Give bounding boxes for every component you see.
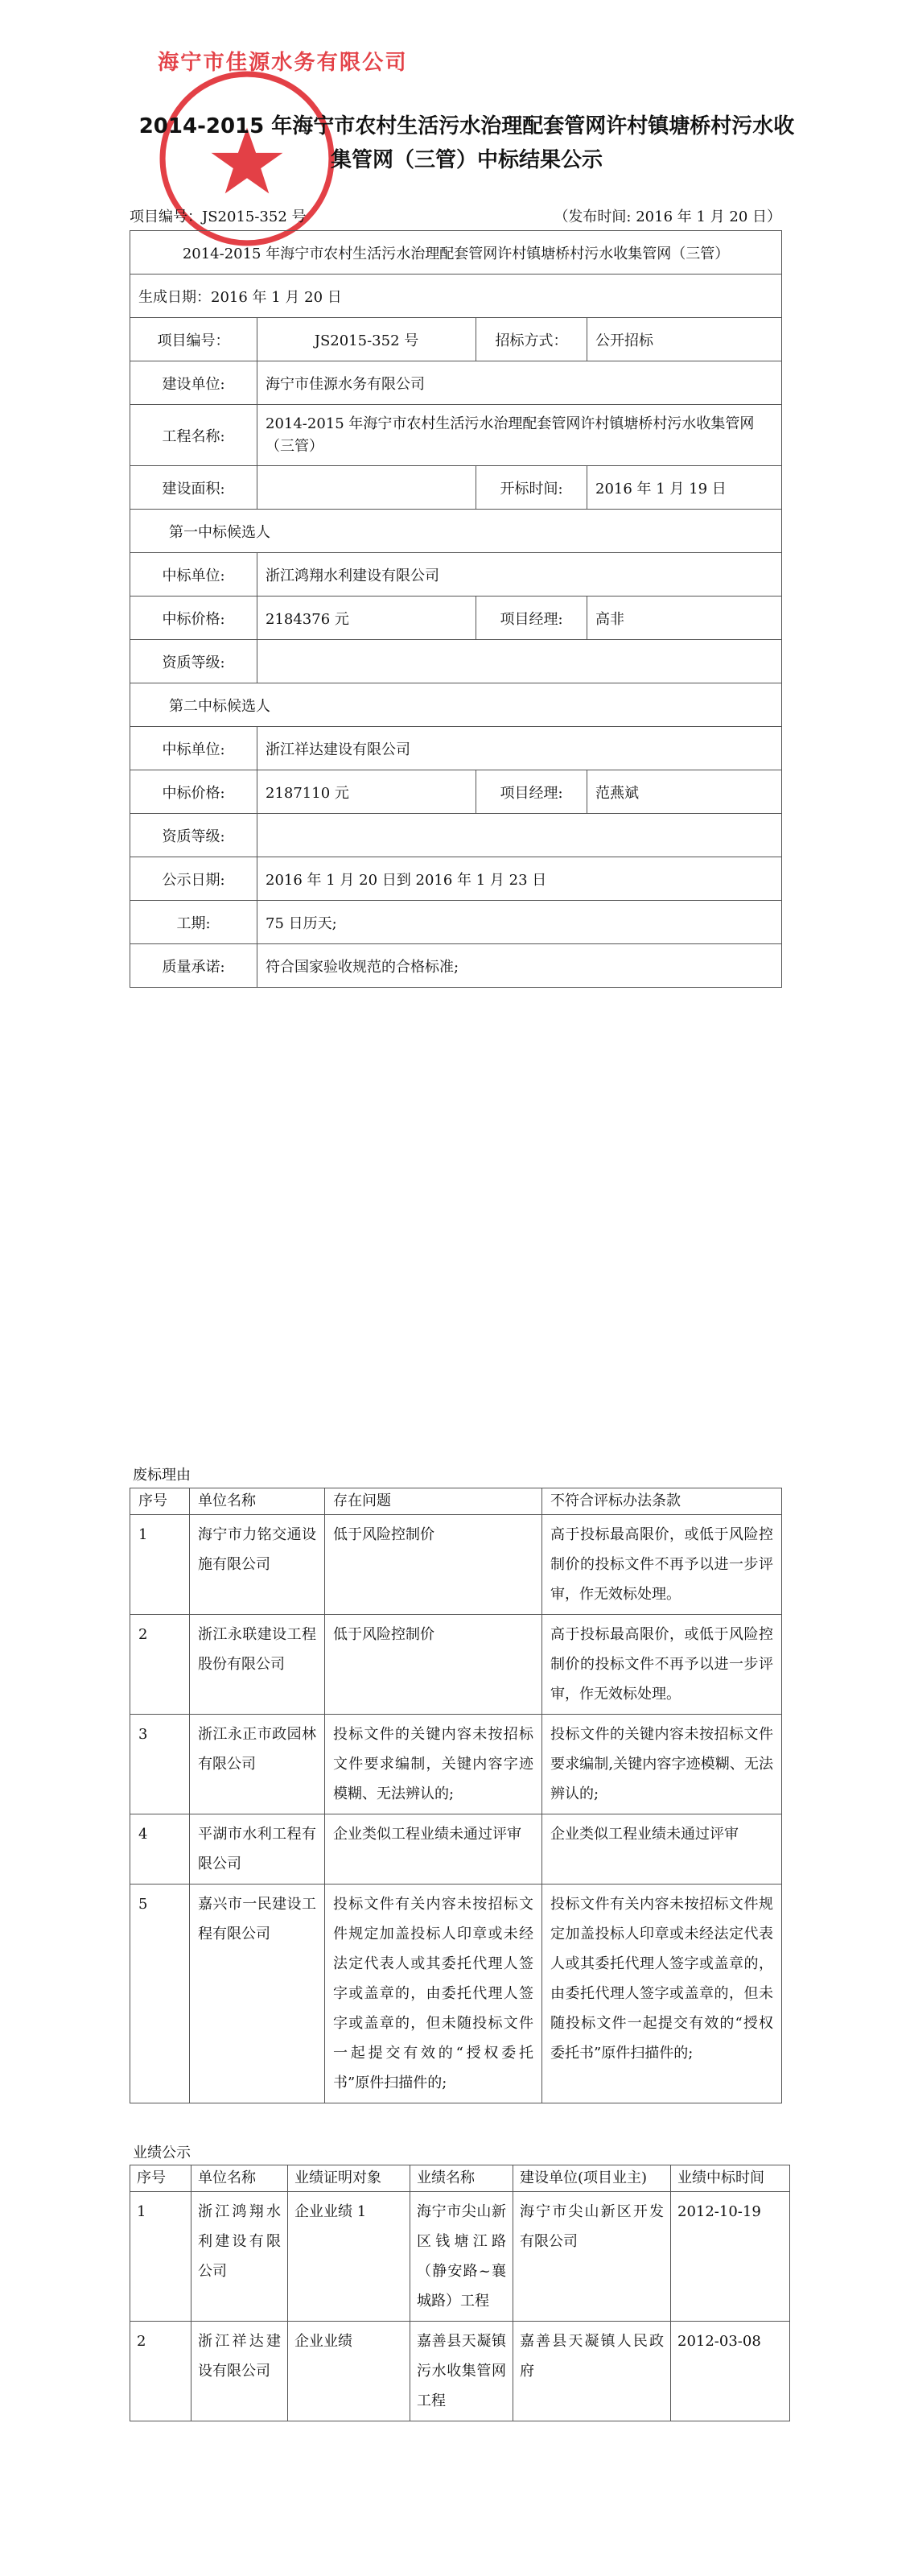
table-row <box>130 361 782 405</box>
unit-name: 嘉兴市一民建设工程有限公司 <box>190 1885 325 2103</box>
award-time: 2012-10-19 <box>671 2192 790 2322</box>
table-row <box>130 231 782 275</box>
table-header-row <box>130 1488 782 1515</box>
first-qual-value <box>257 640 782 683</box>
unit-name: 浙江永正市政园林有限公司 <box>190 1715 325 1814</box>
column-header: 业绩中标时间 <box>671 2165 790 2192</box>
project-number: 项目编号：JS2015-352 号 <box>130 208 307 225</box>
second-manager-value: 范燕斌 <box>587 770 782 814</box>
table-row <box>130 318 782 361</box>
project-name: 嘉善县天凝镇污水收集管网工程 <box>410 2322 513 2421</box>
unit-name: 海宁市力铭交通设施有限公司 <box>190 1515 325 1615</box>
first-price-label: 中标价格: <box>130 597 257 640</box>
notice-date-value: 2016 年 1 月 20 日到 2016 年 1 月 23 日 <box>257 857 782 901</box>
builder-label: 建设单位: <box>130 361 257 405</box>
table-row <box>130 275 782 318</box>
row-number: 5 <box>130 1885 190 2103</box>
open-time-label: 开标时间: <box>476 466 587 510</box>
duration-label: 工期: <box>130 901 257 944</box>
column-header: 不符合评标办法条款 <box>542 1488 782 1515</box>
unit-name: 浙江鸿翔水利建设有限公司 <box>191 2192 288 2322</box>
second-unit-value: 浙江祥达建设有限公司 <box>257 727 782 770</box>
column-header: 序号 <box>130 2165 191 2192</box>
second-unit-label: 中标单位: <box>130 727 257 770</box>
table-row <box>130 597 782 640</box>
table-row <box>130 814 782 857</box>
first-manager-label: 项目经理: <box>476 597 587 640</box>
column-header: 序号 <box>130 1488 190 1515</box>
first-qual-label: 资质等级: <box>130 640 257 683</box>
issue: 低于风险控制价 <box>325 1615 542 1715</box>
column-header: 业绩证明对象 <box>288 2165 410 2192</box>
area-value <box>257 466 476 510</box>
table-row <box>130 2322 790 2421</box>
column-header: 单位名称 <box>190 1488 325 1515</box>
clause: 高于投标最高限价，或低于风险控制价的投标文件不再予以进一步评审，作无效标处理。 <box>542 1615 782 1715</box>
project-name: 海宁市尖山新区钱塘江路（静安路~襄城路）工程 <box>410 2192 513 2322</box>
table-row <box>130 1615 782 1715</box>
table-row <box>130 466 782 510</box>
page-title: 2014-2015 年海宁市农村生活污水治理配套管网许村镇塘桥村污水收集管网（三管）中标结果公示 <box>138 114 795 172</box>
first-unit-label: 中标单位: <box>130 553 257 597</box>
row-number: 4 <box>130 1814 190 1885</box>
table-header: 2014-2015 年海宁市农村生活污水治理配套管网许村镇塘桥村污水收集管网（三管） <box>130 231 782 275</box>
performance-caption: 业绩公示 <box>133 2145 191 2161</box>
second-candidate-heading: 第二中标候选人 <box>130 683 782 727</box>
generated-date: 生成日期：2016 年 1 月 20 日 <box>130 275 782 318</box>
proof-object: 企业业绩 1 <box>288 2192 410 2322</box>
builder-value: 海宁市佳源水务有限公司 <box>257 361 782 405</box>
table-row <box>130 944 782 988</box>
owner: 海宁市尖山新区开发有限公司 <box>513 2192 671 2322</box>
table-row <box>130 2192 790 2322</box>
clause: 高于投标最高限价，或低于风险控制价的投标文件不再予以进一步评审，作无效标处理。 <box>542 1515 782 1615</box>
row-number: 2 <box>130 2322 191 2421</box>
open-time-value: 2016 年 1 月 19 日 <box>587 466 782 510</box>
first-manager-value: 高非 <box>587 597 782 640</box>
owner: 嘉善县天凝镇人民政府 <box>513 2322 671 2421</box>
row-number: 3 <box>130 1715 190 1814</box>
row-number: 1 <box>130 2192 191 2322</box>
project-no-label: 项目编号： <box>130 318 257 361</box>
table-header-row <box>130 2165 790 2192</box>
second-price-label: 中标价格: <box>130 770 257 814</box>
publish-time: （发布时间: 2016 年 1 月 20 日） <box>554 208 781 225</box>
column-header: 业绩名称 <box>410 2165 513 2192</box>
column-header: 单位名称 <box>191 2165 288 2192</box>
first-price-value: 2184376 元 <box>257 597 476 640</box>
table-row <box>130 640 782 683</box>
unit-name: 浙江祥达建设有限公司 <box>191 2322 288 2421</box>
table-row <box>130 770 782 814</box>
area-label: 建设面积: <box>130 466 257 510</box>
second-qual-label: 资质等级: <box>130 814 257 857</box>
second-price-value: 2187110 元 <box>257 770 476 814</box>
quality-label: 质量承诺: <box>130 944 257 988</box>
table-row <box>130 1715 782 1814</box>
proof-object: 企业业绩 <box>288 2322 410 2421</box>
table-row <box>130 405 782 466</box>
table-row <box>130 1515 782 1615</box>
duration-value: 75 日历天; <box>257 901 782 944</box>
quality-value: 符合国家验收规范的合格标准; <box>257 944 782 988</box>
method-label: 招标方式： <box>476 318 587 361</box>
project-name-label: 工程名称: <box>130 405 257 466</box>
first-unit-value: 浙江鸿翔水利建设有限公司 <box>257 553 782 597</box>
project-no-value: JS2015-352 号 <box>257 318 476 361</box>
second-manager-label: 项目经理: <box>476 770 587 814</box>
row-number: 2 <box>130 1615 190 1715</box>
column-header: 存在问题 <box>325 1488 542 1515</box>
performance-table <box>130 2165 790 2421</box>
issue: 低于风险控制价 <box>325 1515 542 1615</box>
award-time: 2012-03-08 <box>671 2322 790 2421</box>
disqualified-table <box>130 1488 782 2103</box>
notice-date-label: 公示日期: <box>130 857 257 901</box>
second-qual-value <box>257 814 782 857</box>
row-number: 1 <box>130 1515 190 1615</box>
issue: 企业类似工程业绩未通过评审 <box>325 1814 542 1885</box>
unit-name: 平湖市水利工程有限公司 <box>190 1814 325 1885</box>
table-row <box>130 683 782 727</box>
disqualified-caption: 废标理由 <box>133 1467 191 1484</box>
project-name-value: 2014-2015 年海宁市农村生活污水治理配套管网许村镇塘桥村污水收集管网（三管） <box>257 405 782 466</box>
table-row <box>130 553 782 597</box>
issue: 投标文件有关内容未按招标文件规定加盖投标人印章或未经法定代表人或其委托代理人签字或盖章的，由委托代理人签字或盖章的，但未随投标文件一起提交有效的“授权委托书”原件扫描件的; <box>325 1885 542 2103</box>
column-header: 建设单位(项目业主) <box>513 2165 671 2192</box>
clause: 企业类似工程业绩未通过评审 <box>542 1814 782 1885</box>
table-row <box>130 901 782 944</box>
first-candidate-heading: 第一中标候选人 <box>130 510 782 553</box>
clause: 投标文件有关内容未按招标文件规定加盖投标人印章或未经法定代表人或其委托代理人签字或盖章的，由委托代理人签字或盖章的，但未随投标文件一起提交有效的“授权委托书”原件扫描件的; <box>542 1885 782 2103</box>
table-row <box>130 1814 782 1885</box>
issue: 投标文件的关键内容未按招标文件要求编制，关键内容字迹模糊、无法辨认的; <box>325 1715 542 1814</box>
table-row <box>130 727 782 770</box>
table-row <box>130 1885 782 2103</box>
table-row <box>130 857 782 901</box>
seal-text: 海宁市佳源水务有限公司 <box>158 51 408 75</box>
result-table <box>130 230 782 988</box>
table-row <box>130 510 782 553</box>
method-value: 公开招标 <box>587 318 782 361</box>
unit-name: 浙江永联建设工程股份有限公司 <box>190 1615 325 1715</box>
clause: 投标文件的关键内容未按招标文件要求编制,关键内容字迹模糊、无法辨认的; <box>542 1715 782 1814</box>
